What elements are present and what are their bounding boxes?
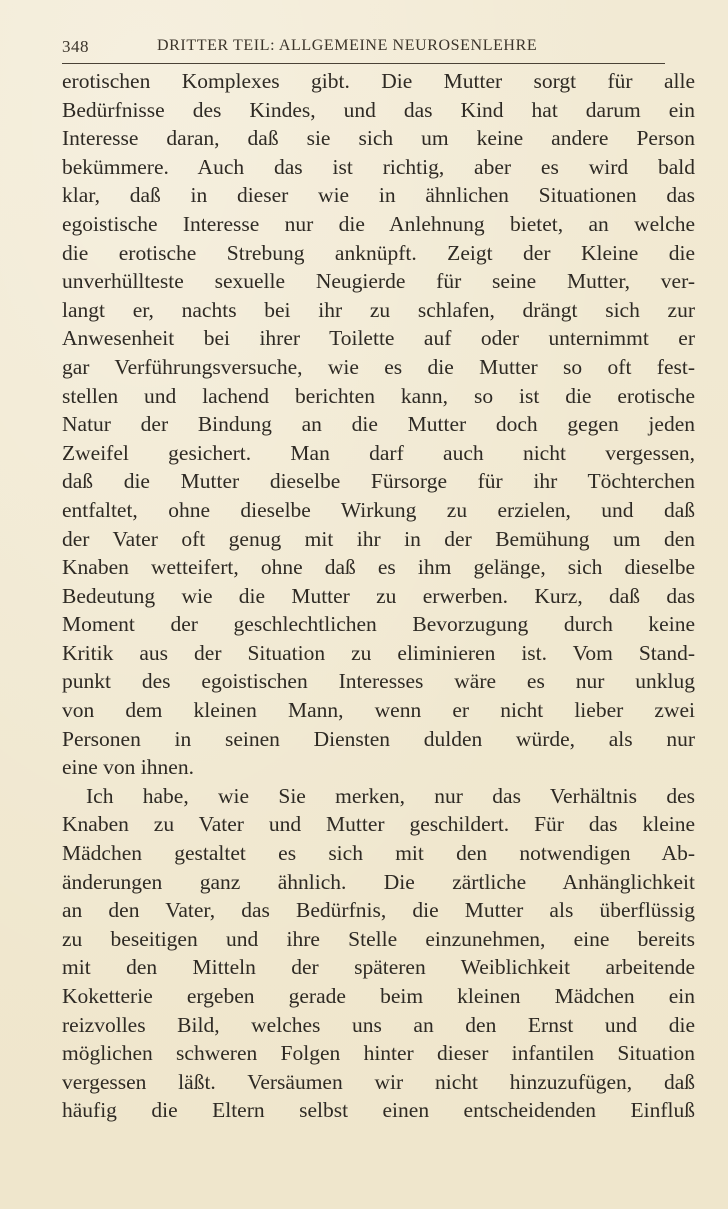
running-head: DRITTER TEIL: ALLGEMEINE NEUROSENLEHRE bbox=[157, 37, 538, 54]
text-line: Bedürfnisse des Kindes, und das Kind hat darum ein bbox=[62, 97, 695, 122]
page-header bbox=[62, 37, 662, 63]
text-line: langt er, nachts bei ihr zu schlafen, drängt sich zur bbox=[62, 297, 695, 322]
text-line: Ich habe, wie Sie merken, nur das Verhältnis des bbox=[86, 783, 695, 808]
text-line: bekümmere. Auch das ist richtig, aber es wird bald bbox=[62, 154, 695, 179]
text-line: von dem kleinen Mann, wenn er nicht lieber zwei bbox=[62, 698, 695, 723]
text-line: vergessen läßt. Versäumen wir nicht hinzuzufügen, daß bbox=[62, 1069, 695, 1094]
text-line: Bedeutung wie die Mutter zu erwerben. Kurz, daß das bbox=[62, 583, 695, 608]
text-line: Interesse daran, daß sie sich um keine andere Person bbox=[62, 126, 695, 151]
text-line: punkt des egoistischen Interesses wäre es nur unklug bbox=[62, 669, 695, 694]
text-line: stellen und lachend berichten kann, so ist die erotische bbox=[62, 383, 695, 408]
text-line: der Vater oft genug mit ihr in der Bemühung um den bbox=[62, 526, 695, 551]
text-line: an den Vater, das Bedürfnis, die Mutter als überflüssig bbox=[62, 898, 695, 923]
text-line: erotischen Komplexes gibt. Die Mutter sorgt für alle bbox=[62, 69, 695, 93]
text-line: klar, daß in dieser wie in ähnlichen Situationen das bbox=[62, 183, 695, 208]
text-line: entfaltet, ohne dieselbe Wirkung zu erzielen, und daß bbox=[62, 497, 695, 522]
text-line: Koketterie ergeben gerade beim kleinen Mädchen ein bbox=[62, 984, 695, 1008]
text-line: Mädchen gestaltet es sich mit den notwendigen Ab- bbox=[62, 841, 695, 866]
text-line: Moment der geschlechtlichen Bevorzugung durch keine bbox=[62, 612, 695, 637]
text-line: Personen in seinen Diensten dulden würde, als nur bbox=[62, 726, 695, 751]
text-line: Natur der Bindung an die Mutter doch gegen jeden bbox=[62, 412, 695, 437]
text-line: Anwesenheit bei ihrer Toilette auf oder unternimmt er bbox=[62, 326, 695, 351]
text-line: gar Verführungsversuche, wie es die Mutter so oft fest- bbox=[62, 354, 695, 379]
text-line: änderungen ganz ähnlich. Die zärtliche Anhänglichkeit bbox=[62, 869, 695, 894]
text-line: egoistische Interesse nur die Anlehnung bietet, an welche bbox=[62, 211, 695, 236]
header-rule bbox=[62, 63, 665, 64]
text-line: häufig die Eltern selbst einen entscheidenden Einfluß bbox=[62, 1098, 695, 1123]
text-line: zu beseitigen und ihre Stelle einzunehmen, eine bereits bbox=[62, 926, 695, 951]
text-line: eine von ihnen. bbox=[62, 755, 194, 780]
body-text bbox=[62, 67, 695, 1125]
text-line: Zweifel gesichert. Man darf auch nicht vergessen, bbox=[62, 440, 695, 465]
text-line: reizvolles Bild, welches uns an den Ernst und die bbox=[62, 1012, 695, 1037]
text-line: Knaben zu Vater und Mutter geschildert. Für das kleine bbox=[62, 812, 695, 837]
text-line: Knaben wetteifert, ohne daß es ihm gelänge, sich dieselbe bbox=[62, 555, 695, 580]
page-number: 348 bbox=[62, 37, 89, 56]
text-line: die erotische Strebung anknüpft. Zeigt der Kleine die bbox=[62, 240, 695, 265]
text-line: Kritik aus der Situation zu eliminieren ist. Vom Stand- bbox=[62, 640, 695, 665]
text-line: daß die Mutter dieselbe Fürsorge für ihr Töchterchen bbox=[62, 469, 695, 494]
text-line: möglichen schweren Folgen hinter dieser infantilen Situation bbox=[62, 1041, 695, 1066]
text-line: mit den Mitteln der späteren Weiblichkeit arbeitende bbox=[62, 955, 695, 980]
text-line: unverhüllteste sexuelle Neugierde für seine Mutter, ver- bbox=[62, 269, 695, 294]
